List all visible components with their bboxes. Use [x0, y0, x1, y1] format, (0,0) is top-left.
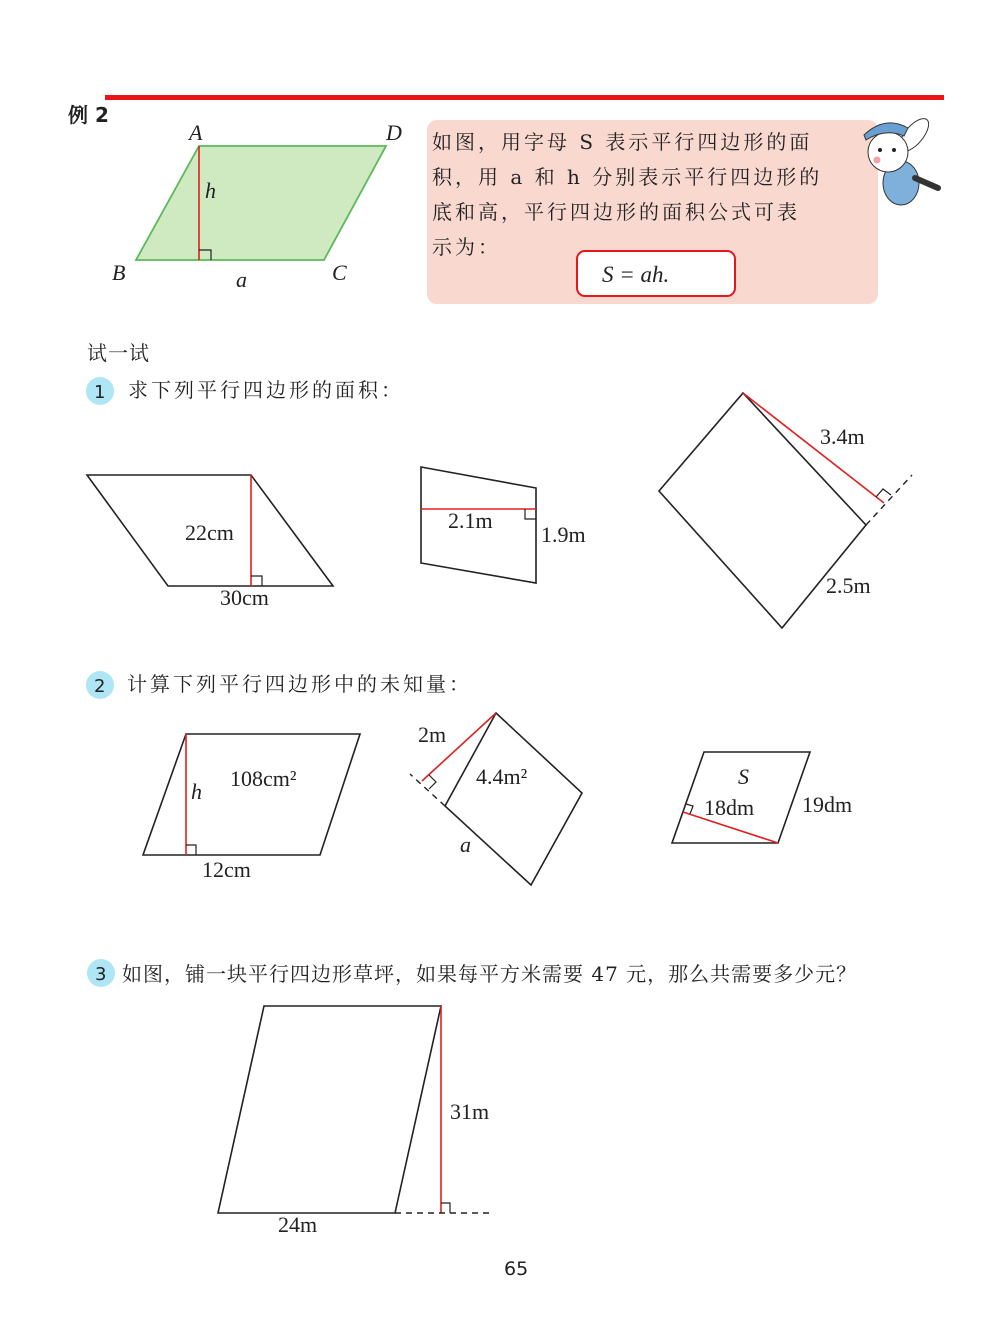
height-label: 2.1m	[448, 508, 493, 533]
explanation-line: 底和高，平行四边形的面积公式可表	[432, 200, 800, 224]
base-label: a	[236, 267, 247, 292]
question-prompt: 如图，铺一块平行四边形草坪，如果每平方米需要 47 元，那么共需要多少元？	[122, 962, 858, 986]
practice-heading: 试一试	[87, 341, 150, 365]
example-parallelogram	[112, 120, 402, 292]
page-number: 65	[504, 1258, 529, 1280]
base-label: 19dm	[802, 792, 853, 817]
q2-figure-1	[143, 734, 360, 882]
question-prompt: 求下列平行四边形的面积：	[128, 378, 404, 402]
base-label: 1.9m	[541, 522, 586, 547]
vertex-a: A	[189, 120, 203, 145]
base-label: 2.5m	[826, 573, 871, 598]
area-label: S	[738, 764, 749, 789]
base-label: 30cm	[220, 585, 269, 610]
height-label: 22cm	[185, 520, 234, 545]
example-title: 例 2	[68, 103, 109, 127]
question-number: 2	[94, 676, 106, 697]
q1-figure-2	[421, 467, 586, 583]
base-label: a	[460, 832, 471, 857]
question-prompt: 计算下列平行四边形中的未知量：	[127, 672, 472, 696]
q1-figure-1	[87, 475, 333, 610]
area-label: 4.4m²	[476, 764, 528, 789]
vertex-d: D	[386, 120, 402, 145]
question-number: 3	[95, 964, 107, 985]
question-number: 1	[94, 382, 106, 403]
header-rule	[105, 95, 944, 100]
height-label: h	[191, 779, 202, 804]
height-label: h	[205, 178, 216, 203]
vertex-b: B	[112, 260, 126, 285]
explanation-line: 示为：	[432, 235, 501, 259]
formula-callout	[427, 120, 878, 304]
height-label: 18dm	[704, 795, 755, 820]
base-label: 12cm	[202, 857, 251, 882]
base-label: 24m	[278, 1212, 318, 1237]
explanation-line: 如图，用字母 S 表示平行四边形的面	[432, 130, 813, 154]
height-label: 3.4m	[820, 424, 865, 449]
vertex-c: C	[332, 260, 347, 285]
explanation-line: 积，用 a 和 h 分别表示平行四边形的	[432, 165, 823, 189]
q2-figure-2	[410, 713, 582, 885]
height-label: 31m	[450, 1099, 490, 1124]
formula: S = ah.	[602, 262, 670, 287]
height-label: 2m	[418, 722, 447, 747]
q2-figure-3	[672, 752, 852, 843]
q1-figure-3	[659, 393, 912, 628]
q3-figure	[218, 1006, 490, 1237]
area-label: 108cm²	[230, 766, 297, 791]
